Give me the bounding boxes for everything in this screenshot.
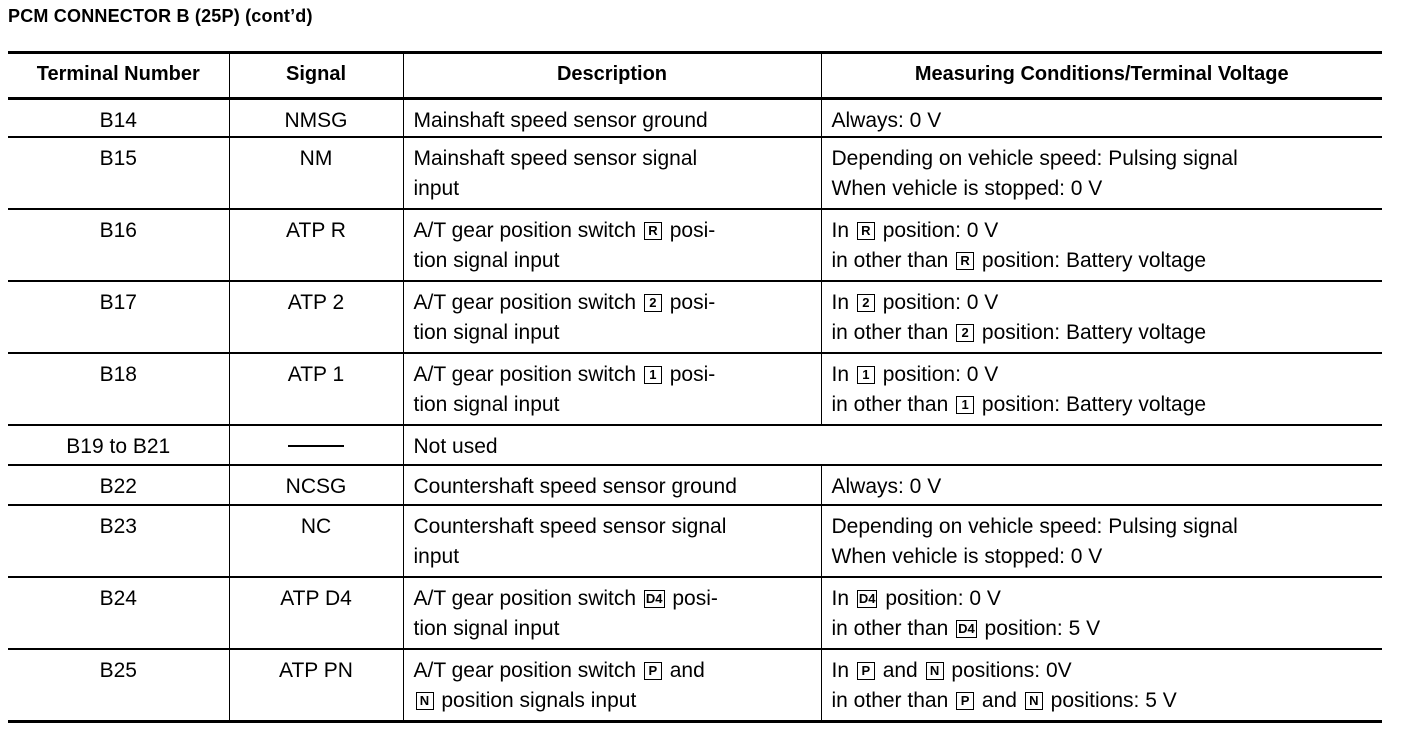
- description-text: posi-: [663, 219, 716, 242]
- position-symbol-box: P: [857, 662, 875, 680]
- measuring-line: [832, 174, 1383, 204]
- description-text: posi-: [663, 291, 716, 314]
- cell-terminal-number: B14: [8, 99, 229, 138]
- measuring-text: In: [831, 587, 855, 610]
- position-symbol-box: 1: [857, 366, 875, 384]
- description-text: posi-: [666, 587, 718, 610]
- cell-signal: NMSG: [229, 99, 403, 138]
- description-text: input: [413, 177, 460, 200]
- position-symbol-box: 2: [956, 324, 974, 342]
- cell-measuring-conditions: [821, 505, 1382, 577]
- cell-measuring-conditions: [821, 209, 1382, 281]
- measuring-text: When vehicle is stopped: 0 V: [831, 545, 1103, 568]
- description-line: [414, 390, 821, 420]
- cell-measuring-conditions: [821, 577, 1382, 649]
- cell-description: [403, 353, 821, 425]
- cell-measuring-conditions: [821, 465, 1382, 505]
- table-row: [8, 281, 1382, 353]
- position-symbol-box: R: [956, 252, 974, 270]
- cell-terminal-number: B25: [8, 649, 229, 721]
- description-text: Mainshaft speed sensor signal: [413, 147, 698, 170]
- table-row: [8, 577, 1382, 649]
- measuring-text: position: 0 V: [876, 291, 999, 314]
- description-text: Countershaft speed sensor ground: [413, 475, 737, 498]
- measuring-text: position: 0 V: [876, 363, 999, 386]
- position-symbol-box: D4: [645, 591, 663, 606]
- header-description: Description: [403, 51, 821, 99]
- header-measuring-conditions: Measuring Conditions/Terminal Voltage: [821, 51, 1382, 99]
- cell-terminal-number: B23: [8, 505, 229, 577]
- description-line: [414, 144, 821, 174]
- cell-signal: [229, 425, 403, 465]
- table-row: [8, 465, 1382, 505]
- position-symbol-box: 1: [956, 396, 974, 414]
- measuring-text: position: 0 V: [876, 219, 999, 242]
- measuring-text: position: 0 V: [879, 587, 1001, 610]
- description-text: position signals input: [435, 689, 637, 712]
- measuring-line: [832, 246, 1383, 276]
- measuring-text: Always: 0 V: [831, 475, 942, 498]
- description-line: [414, 246, 821, 276]
- measuring-line: [832, 360, 1383, 390]
- position-symbol-box: N: [926, 662, 944, 680]
- measuring-text: positions: 5 V: [1044, 689, 1177, 712]
- cell-signal: ATP 2: [229, 281, 403, 353]
- position-symbol-box: N: [416, 692, 434, 710]
- table-row: [8, 137, 1382, 209]
- position-symbol-box: D4: [958, 621, 975, 636]
- cell-description: [403, 425, 1382, 465]
- cell-description: [403, 137, 821, 209]
- description-line: [414, 584, 821, 614]
- position-symbol-box: N: [1025, 692, 1043, 710]
- description-text: input: [413, 545, 460, 568]
- measuring-text: Always: 0 V: [831, 109, 942, 132]
- measuring-line: [832, 318, 1383, 348]
- measuring-line: [832, 216, 1383, 246]
- cell-terminal-number: B15: [8, 137, 229, 209]
- description-line: [414, 174, 821, 204]
- table-header-row: [8, 51, 1382, 99]
- cell-signal: ATP R: [229, 209, 403, 281]
- measuring-line: [832, 144, 1383, 174]
- cell-measuring-conditions: [821, 99, 1382, 138]
- description-line: [414, 288, 821, 318]
- position-symbol-box: P: [644, 662, 662, 680]
- description-text: tion signal input: [413, 321, 560, 344]
- description-line: [414, 686, 821, 716]
- page-title: PCM CONNECTOR B (25P) (cont’d): [8, 6, 313, 26]
- cell-measuring-conditions: [821, 137, 1382, 209]
- table-row: [8, 649, 1382, 721]
- cell-terminal-number: B16: [8, 209, 229, 281]
- description-text: A/T gear position switch: [413, 587, 642, 610]
- measuring-text: in other than: [831, 249, 955, 272]
- position-symbol-box: 2: [857, 294, 875, 312]
- description-line: [414, 472, 821, 502]
- header-signal: Signal: [229, 51, 403, 99]
- cell-description: [403, 99, 821, 138]
- position-symbol-box: R: [644, 222, 662, 240]
- measuring-text: in other than: [831, 321, 955, 344]
- description-text: A/T gear position switch: [413, 659, 642, 682]
- description-line: [414, 614, 821, 644]
- measuring-text: In: [831, 363, 855, 386]
- measuring-line: [832, 106, 1383, 136]
- description-line: [414, 542, 821, 572]
- header-terminal-number: Terminal Number: [8, 51, 229, 99]
- measuring-line: [832, 614, 1383, 644]
- description-line: [414, 512, 821, 542]
- measuring-text: positions: 0V: [945, 659, 1072, 682]
- position-symbol-box: R: [857, 222, 875, 240]
- measuring-text: In: [831, 291, 855, 314]
- cell-measuring-conditions: [821, 353, 1382, 425]
- measuring-line: [832, 288, 1383, 318]
- description-text: tion signal input: [413, 617, 560, 640]
- cell-description: [403, 649, 821, 721]
- cell-measuring-conditions: [821, 649, 1382, 721]
- description-text: posi-: [663, 363, 716, 386]
- measuring-text: in other than: [831, 689, 955, 712]
- measuring-text: When vehicle is stopped: 0 V: [831, 177, 1103, 200]
- measuring-text: Depending on vehicle speed: Pulsing signal: [831, 515, 1238, 538]
- position-symbol-box: D4: [858, 591, 876, 606]
- measuring-line: [832, 686, 1383, 716]
- description-line: [414, 106, 821, 136]
- position-symbol-box: P: [956, 692, 974, 710]
- connector-table: [8, 51, 1382, 723]
- description-text: A/T gear position switch: [413, 291, 642, 314]
- cell-terminal-number: B19 to B21: [8, 425, 229, 465]
- cell-description: [403, 505, 821, 577]
- measuring-line: [832, 390, 1383, 420]
- description-text: A/T gear position switch: [413, 363, 642, 386]
- cell-terminal-number: B17: [8, 281, 229, 353]
- description-text: tion signal input: [413, 393, 560, 416]
- cell-description: [403, 209, 821, 281]
- description-line: [414, 360, 821, 390]
- measuring-text: Depending on vehicle speed: Pulsing signal: [831, 147, 1238, 170]
- description-text: A/T gear position switch: [413, 219, 642, 242]
- cell-terminal-number: B18: [8, 353, 229, 425]
- table-row: [8, 353, 1382, 425]
- cell-measuring-conditions: [821, 281, 1382, 353]
- measuring-text: position: 5 V: [978, 617, 1101, 640]
- table-row: [8, 425, 1382, 465]
- table-row: [8, 505, 1382, 577]
- description-text: Countershaft speed sensor signal: [413, 515, 727, 538]
- measuring-line: [832, 512, 1383, 542]
- cell-description: [403, 577, 821, 649]
- measuring-text: position: Battery voltage: [976, 321, 1207, 344]
- cell-signal: NC: [229, 505, 403, 577]
- table-top-rule: [8, 51, 1382, 54]
- cell-description: [403, 281, 821, 353]
- description-line: [414, 432, 1383, 462]
- measuring-text: position: Battery voltage: [976, 249, 1207, 272]
- table-row: [8, 209, 1382, 281]
- cell-terminal-number: B22: [8, 465, 229, 505]
- cell-signal: ATP 1: [229, 353, 403, 425]
- cell-signal: NM: [229, 137, 403, 209]
- measuring-line: [832, 656, 1383, 686]
- measuring-line: [832, 584, 1383, 614]
- table-row: [8, 99, 1382, 138]
- cell-signal: ATP D4: [229, 577, 403, 649]
- position-symbol-box: 2: [644, 294, 662, 312]
- description-text: tion signal input: [413, 249, 560, 272]
- measuring-line: [832, 472, 1383, 502]
- measuring-text: in other than: [831, 393, 955, 416]
- position-symbol-box: 1: [644, 366, 662, 384]
- description-line: [414, 216, 821, 246]
- dash-line: [288, 445, 344, 447]
- description-text: Mainshaft speed sensor ground: [413, 109, 708, 132]
- measuring-text: In: [831, 659, 855, 682]
- cell-signal: ATP PN: [229, 649, 403, 721]
- cell-terminal-number: B24: [8, 577, 229, 649]
- measuring-text: In: [831, 219, 855, 242]
- description-line: [414, 656, 821, 686]
- cell-description: [403, 465, 821, 505]
- measuring-text: in other than: [831, 617, 955, 640]
- description-text: and: [663, 659, 705, 682]
- measuring-line: [832, 542, 1383, 572]
- description-line: [414, 318, 821, 348]
- cell-signal: NCSG: [229, 465, 403, 505]
- measuring-text: position: Battery voltage: [976, 393, 1207, 416]
- description-text: Not used: [413, 435, 498, 458]
- measuring-text: and: [876, 659, 924, 682]
- measuring-text: and: [976, 689, 1023, 712]
